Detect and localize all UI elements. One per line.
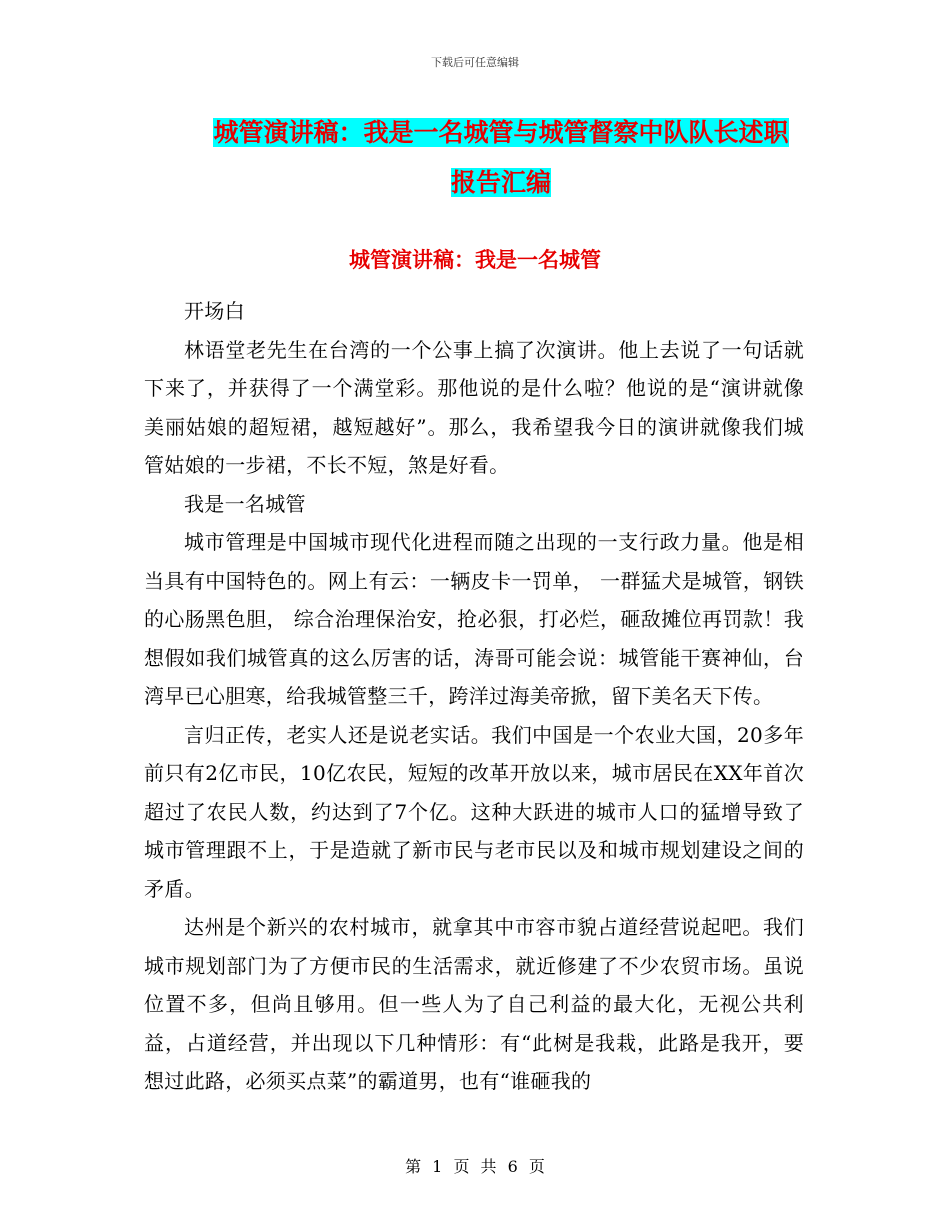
- paragraph: 林语堂老先生在台湾的一个公事上搞了次演讲。他上去说了一句话就下来了，并获得了一个满堂彩。那他说的是什么啦？他说的是“演讲就像美丽姑娘的超短裙，越短越好”。那么，我希望我今日的演讲就像我们城管姑娘的一步裙，不长不短，煞是好看。: [144, 337, 804, 477]
- paragraph-opening: 开场白: [184, 299, 245, 323]
- document-title-line-2: 报告汇编: [450, 168, 551, 197]
- paragraph: 言归正传，老实人还是说老实话。我们中国是一个农业大国，20多年前只有2亿市民，10亿农民，短短的改革开放以来，城市居民在XX年首次超过了农民人数，约达到了7个亿。这种大跃进的城市人口的猛增导致了城市管理跟不上，于是造就了新市民与老市民以及和城市规划建设之间的矛盾。: [144, 722, 804, 901]
- section-title: 城管演讲稿：我是一名城管: [349, 248, 601, 272]
- paragraph: 城市管理是中国城市现代化进程而随之出现的一支行政力量。他是相当具有中国特色的。网上有云：一辆皮卡一罚单， 一群猛犬是城管，钢铁的心肠黑色胆， 综合治理保治安，抢必狠，打必烂，砸敌摊位再罚款！我想假如我们城管真的这么厉害的话，涛哥可能会说：城管能干赛神仙，台湾早已心胆寒，给我城管整三千，跨洋过海美帝掀，留下美名天下传。: [144, 530, 804, 708]
- paragraph-heading: 我是一名城管: [184, 491, 306, 516]
- paragraph: 达州是个新兴的农村城市，就拿其中市容市貌占道经营说起吧。我们城市规划部门为了方便市民的生活需求，就近修建了不少农贸市场。虽说位置不多，但尚且够用。但一些人为了自己利益的最大化，无视公共利益，占道经营，并出现以下几种情形：有“此树是我栽，此路是我开，要想过此路，必须买点菜”的霸道男，也有“谁砸我的: [144, 915, 804, 1093]
- document-title-line-1: 城管演讲稿：我是一名城管与城管督察中队队长述职: [213, 118, 789, 147]
- document-title: [140, 108, 862, 208]
- header-note: 下载后可任意编辑: [431, 56, 519, 69]
- document-body: [144, 292, 804, 1101]
- page-number: 第 1 页 共 6 页: [405, 1157, 545, 1176]
